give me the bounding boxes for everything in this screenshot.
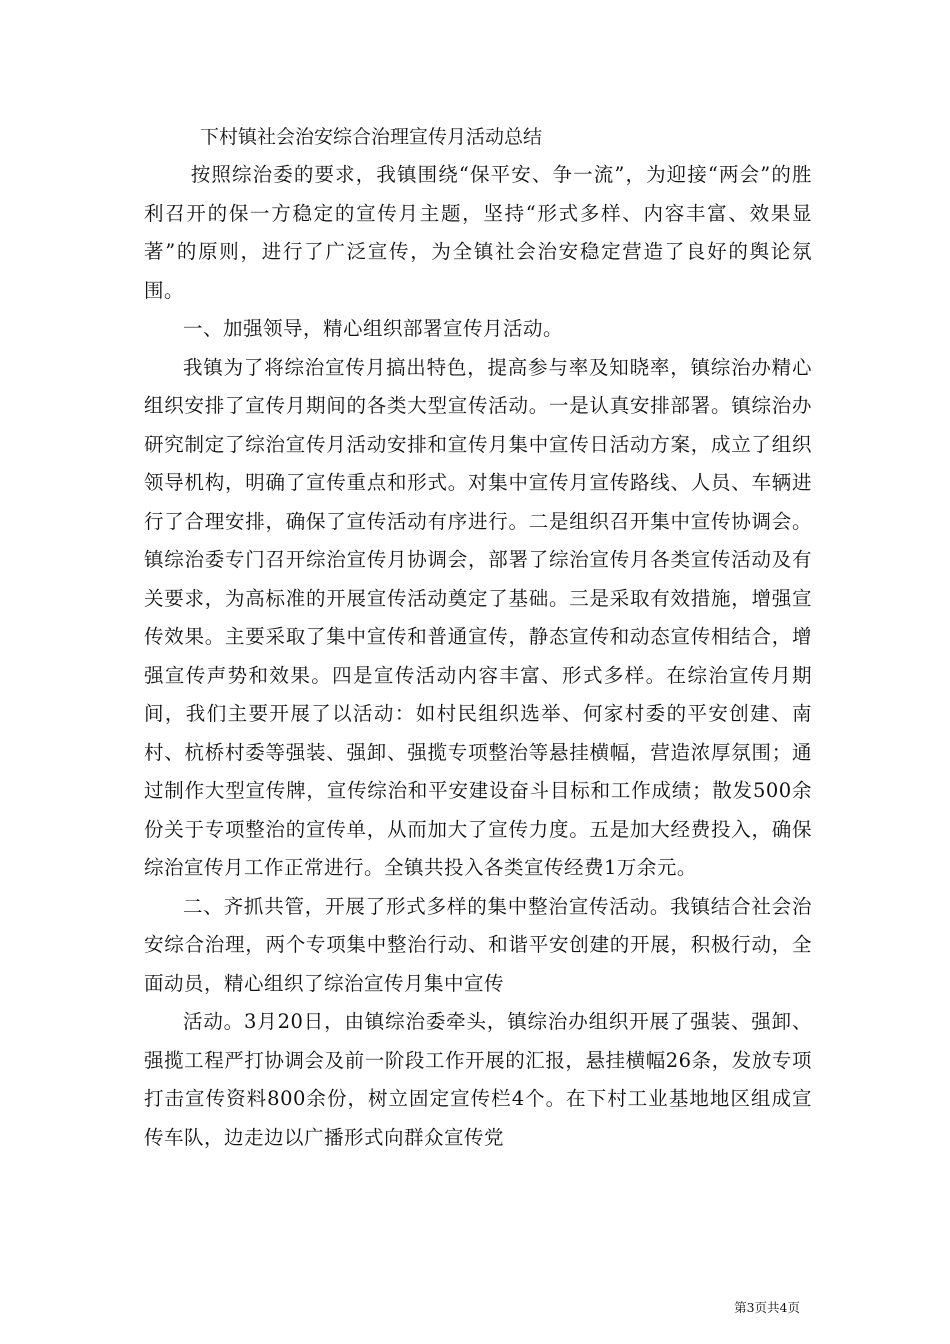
paragraph-activities: 活动。3月20日，由镇综治委牵头，镇综治办组织开展了强装、强卸、强揽工程严打协调会及前一阶段工作开展的汇报，悬挂横幅26条，发放专项打击宣传资料800余份，树立固定宣传栏4个。在下村工业基地地区组成宣传车队，边走边以广播形式向群众宣传党 bbox=[144, 1010, 812, 1149]
document-body bbox=[144, 118, 812, 1157]
paragraph-intro: 按照综治委的要求，我镇围绕“保平安、争一流”，为迎接“两会”的胜利召开的保一方稳定的宣传月主题，坚持“形式多样、内容丰富、效果显著”的原则，进行了广泛宣传，为全镇社会治安稳定营造了良好的舆论氛围。 bbox=[144, 163, 812, 302]
section-heading-1: 一、加强领导，精心组织部署宣传月活动。 bbox=[183, 317, 564, 340]
section-heading-2: 二、齐抓共管，开展了形式多样的集中整治宣传活动。我镇结合社会治安综合治理，两个专项集中整治行动、和谐平安创建的开展，积极行动，全面动员，精心组织了综治宣传月集中宣传 bbox=[144, 894, 812, 995]
page-number: 第3页共4页 bbox=[734, 1300, 800, 1315]
document-title: 下村镇社会治安综合治理宣传月活动总结 bbox=[200, 126, 543, 148]
paragraph-section-1: 我镇为了将综治宣传月搞出特色，提高参与率及知晓率，镇综治办精心组织安排了宣传月期间的各类大型宣传活动。一是认真安排部署。镇综治办研究制定了综治宣传月活动安排和宣传月集中宣传日活动方案，成立了组织领导机构，明确了宣传重点和形式。对集中宣传月宣传路线、人员、车辆进行了合理安排，确保了宣传活动有序进行。二是组织召开集中宣传协调会。镇综治委专门召开综治宣传月协调会，部署了综治宣传月各类宣传活动及有关要求，为高标准的开展宣传活动奠定了基础。三是采取有效措施，增强宣传效果。主要采取了集中宣传和普通宣传，静态宣传和动态宣传相结合，增强宣传声势和效果。四是宣传活动内容丰富、形式多样。在综治宣传月期间，我们主要开展了以活动：如村民组织选举、何家村委的平安创建、南村、杭桥村委等强装、强卸、强揽专项整治等悬挂横幅，营造浓厚氛围；通过制作大型宣传牌，宣传综治和平安建设奋斗目标和工作成绩；散发500余份关于专项整治的宣传单，从而加大了宣传力度。五是加大经费投入，确保综治宣传月工作正常进行。全镇共投入各类宣传经费1万余元。 bbox=[144, 355, 812, 879]
